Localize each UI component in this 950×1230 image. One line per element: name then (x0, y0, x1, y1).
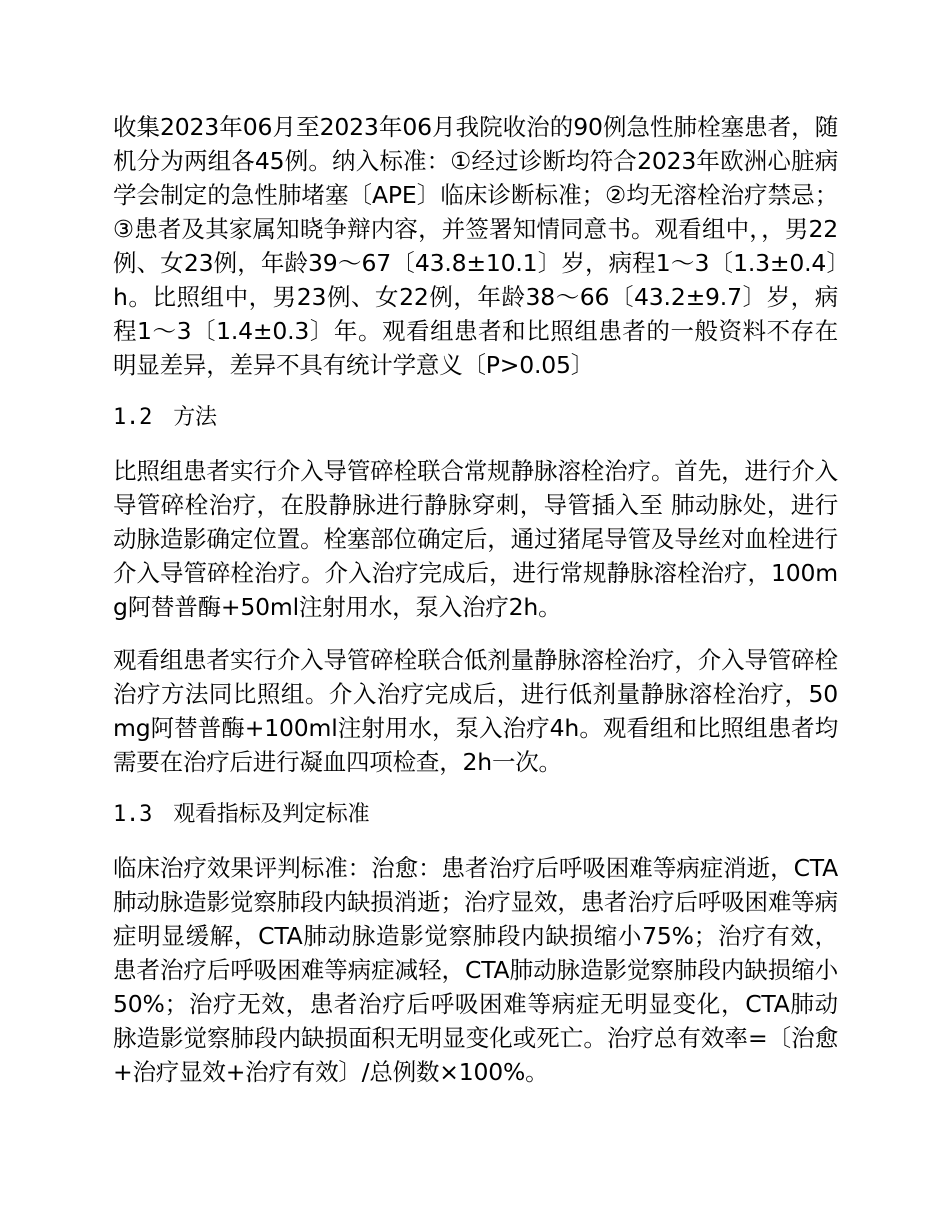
paragraph-control-group-method: 比照组患者实行介入导管碎栓联合常规静脉溶栓治疗。首先，进行介入导管碎栓治疗，在股静脉进行静脉穿刺，导管插入至 肺动脉处，进行动脉造影确定位置。栓塞部位确定后，通过猪尾导管及导丝对血栓进行介入导管碎栓治疗。介入治疗完成后，进行常规静脉溶栓治疗，100mg阿替普酶+50ml注射用水，泵入治疗2h。 (113, 457, 838, 621)
paragraph-evaluation-criteria: 临床治疗效果评判标准：治愈：患者治疗后呼吸困难等病症消逝，CTA肺动脉造影觉察肺段内缺损消逝；治疗显效，患者治疗后呼吸困难等病症明显缓解，CTA肺动脉造影觉察肺段内缺损缩小75%；治疗有效，患者治疗后呼吸困难等病症减轻，CTA肺动脉造影觉察肺段内缺损缩小50%；治疗无效，患者治疗后呼吸困难等病症无明显变化，CTA肺动脉造影觉察肺段内缺损面积无明显变化或死亡。治疗总有效率=〔治愈+治疗显效+治疗有效〕/总例数×100%。 (113, 854, 838, 1086)
section-title: 方法 (173, 405, 217, 430)
paragraph-subjects: 收集2023年06月至2023年06月我院收治的90例急性肺栓塞患者，随机分为两组各45例。纳入标准：①经过诊断均符合2023年欧洲心脏病学会制定的急性肺堵塞〔APE〕临床诊断标准；②均无溶栓治疗禁忌；③患者及其家属知晓争辩内容，并签署知情同意书。观看组中，，男22例、女23例，年龄39～67〔43.8±10.1〕岁，病程1～3〔1.3±0.4〕h。比照组中，男23例、女22例，年龄38～66〔43.2±9.7〕岁，病程1～3〔1.4±0.3〕年。观看组患者和比照组患者的一般资料不存在明显差异，差异不具有统计学意义〔P>0.05〕 (113, 113, 838, 379)
section-number: 1.2 (113, 405, 153, 430)
paragraph-observation-group-method: 观看组患者实行介入导管碎栓联合低剂量静脉溶栓治疗，介入导管碎栓治疗方法同比照组。介入治疗完成后，进行低剂量静脉溶栓治疗，50mg阿替普酶+100ml注射用水，泵入治疗4h。观看组和比照组患者均需要在治疗后进行凝血四项检查，2h一次。 (113, 646, 838, 776)
section-heading-methods (113, 401, 838, 435)
section-heading-indicators (113, 798, 838, 832)
section-number: 1.3 (113, 802, 153, 827)
section-title: 观看指标及判定标准 (173, 802, 370, 827)
document-page (113, 110, 838, 1108)
